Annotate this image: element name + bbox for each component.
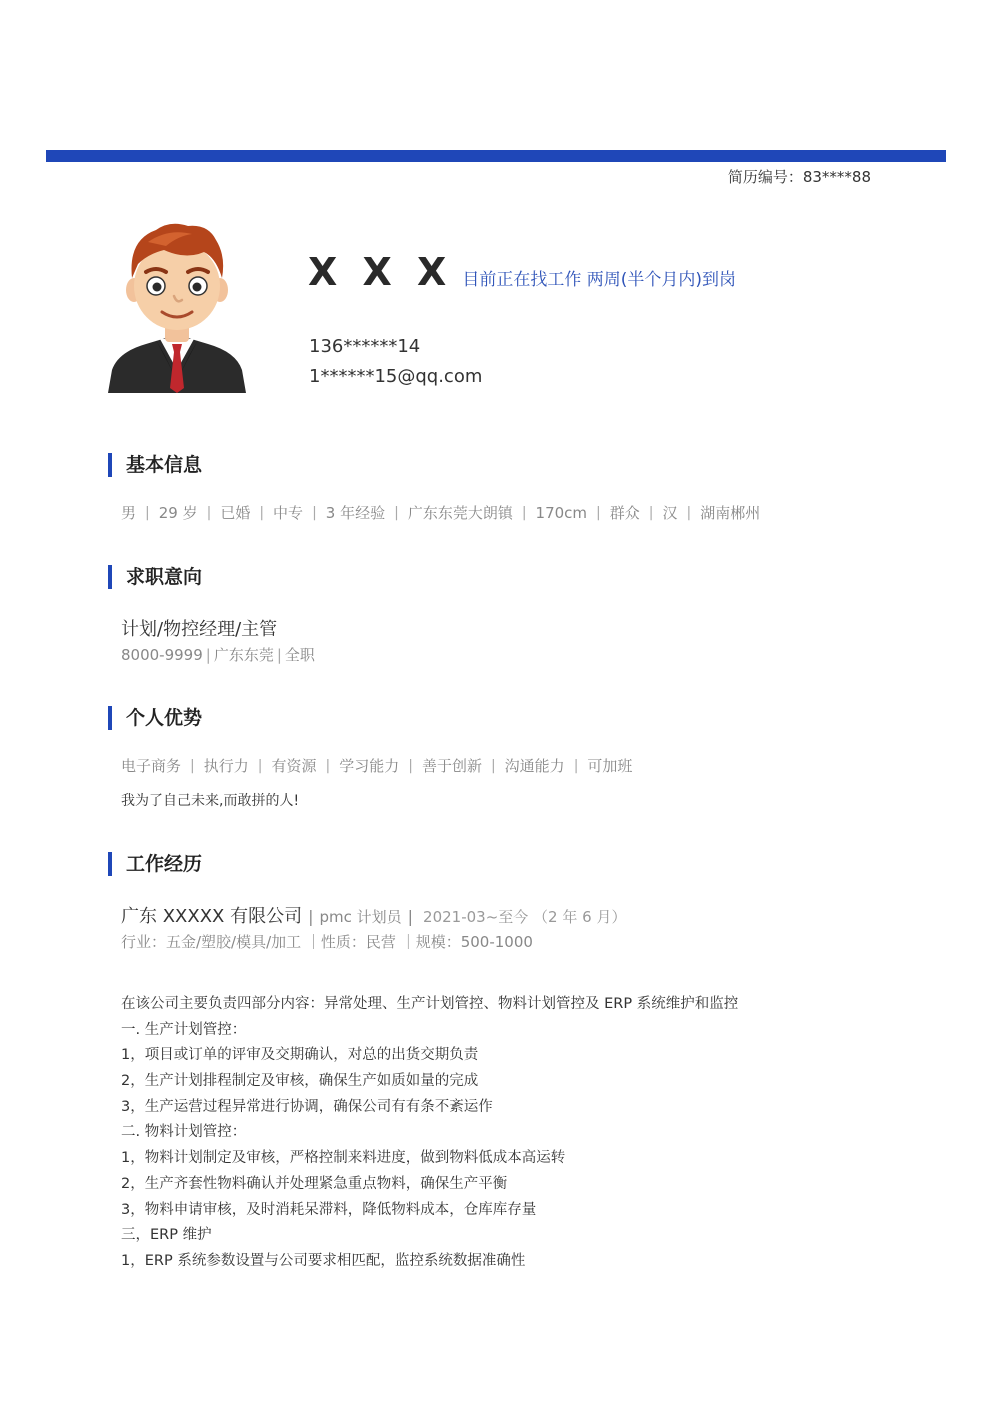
resume-id: 简历编号：83****88 [727, 168, 871, 186]
experience-header: 广东 XXXXX 有限公司 | pmc 计划员 | 2021-03~至今 （2 年 6 月） [121, 902, 626, 928]
job-intent-meta: 8000-9999 | 广东东莞 | 全职 [121, 646, 315, 664]
phone-number: 136******14 [309, 336, 421, 357]
info-location: 广东东莞大朗镇 [407, 504, 513, 522]
info-experience: 3 年经验 [325, 504, 386, 522]
intended-location: 广东东莞 [213, 646, 274, 664]
job-role: pmc 计划员 [319, 908, 402, 926]
description-line: 1，ERP 系统参数设置与公司要求相匹配，监控系统数据准确性 [121, 1252, 526, 1269]
info-politics: 群众 [609, 504, 640, 522]
strength-tag: 有资源 [271, 757, 317, 775]
description-line: 在该公司主要负责四部分内容：异常处理、生产计划管控、物料计划管控及 ERP 系统维护和监控 [121, 996, 739, 1012]
personal-motto: 我为了自己未来,而敢拼的人! [121, 793, 300, 809]
intended-position: 计划/物控经理/主管 [121, 619, 278, 640]
info-hometown: 湖南郴州 [700, 504, 761, 522]
strength-tag: 可加班 [587, 757, 633, 775]
info-marital: 已婚 [220, 504, 251, 522]
strength-tag: 电子商务 [121, 757, 182, 775]
description-line: 3，物料申请审核，及时消耗呆滞料，降低物料成本，仓库库存量 [121, 1201, 537, 1218]
top-accent-bar [46, 150, 946, 162]
section-title-basic-info: 基本信息 [108, 453, 202, 477]
description-line: 二. 物料计划管控： [121, 1124, 247, 1141]
description-line: 2，生产计划排程制定及审核，确保生产如质如量的完成 [121, 1073, 479, 1090]
name-row [308, 250, 736, 294]
strength-tags: 电子商务 | 执行力 | 有资源 | 学习能力 | 善于创新 | 沟通能力 | 可加班 [121, 757, 633, 775]
basic-info-list: 男 | 29 岁 | 已婚 | 中专 | 3 年经验 | 广东东莞大朗镇 | 170cm | 群众 | 汉 | 湖南郴州 [121, 503, 761, 522]
description-line: 1，物料计划制定及审核，严格控制来料进度，做到物料低成本高运转 [121, 1150, 566, 1167]
job-search-status: 目前正在找工作 两周(半个月内)到岗 [462, 270, 737, 290]
email-address: 1******15@qq.com [309, 366, 483, 387]
section-title-experience: 工作经历 [108, 852, 202, 876]
company-name: 广东 XXXXX 有限公司 [121, 906, 303, 927]
candidate-name: X X X [308, 250, 453, 294]
cartoon-man-avatar-icon [108, 220, 246, 393]
info-gender: 男 [121, 504, 137, 522]
section-title-job-intent: 求职意向 [108, 565, 202, 589]
strength-tag: 善于创新 [421, 757, 482, 775]
info-age: 29 岁 [158, 504, 198, 522]
description-line: 一. 生产计划管控： [121, 1021, 247, 1038]
intended-salary: 8000-9999 [121, 646, 203, 664]
description-line: 1，项目或订单的评审及交期确认，对总的出货交期负责 [121, 1047, 479, 1064]
strength-tag: 沟通能力 [504, 757, 565, 775]
description-line: 3，生产运营过程异常进行协调，确保公司有有条不紊运作 [121, 1098, 493, 1115]
info-height: 170cm [535, 503, 588, 522]
section-title-strengths: 个人优势 [108, 706, 202, 730]
description-line: 三，ERP 维护 [121, 1227, 212, 1244]
info-education: 中专 [273, 504, 304, 522]
description-line: 2，生产齐套性物料确认并处理紧急重点物料，确保生产平衡 [121, 1175, 508, 1192]
experience-description [121, 992, 738, 1275]
company-meta: 行业：五金/塑胶/模具/加工 ｜性质：民营 ｜规模：500-1000 [121, 933, 533, 951]
strength-tag: 学习能力 [339, 757, 400, 775]
info-ethnicity: 汉 [662, 504, 678, 522]
employment-date: 2021-03~至今 （2 年 6 月） [423, 908, 627, 926]
intended-job-type: 全职 [284, 646, 315, 664]
strength-tag: 执行力 [203, 757, 249, 775]
